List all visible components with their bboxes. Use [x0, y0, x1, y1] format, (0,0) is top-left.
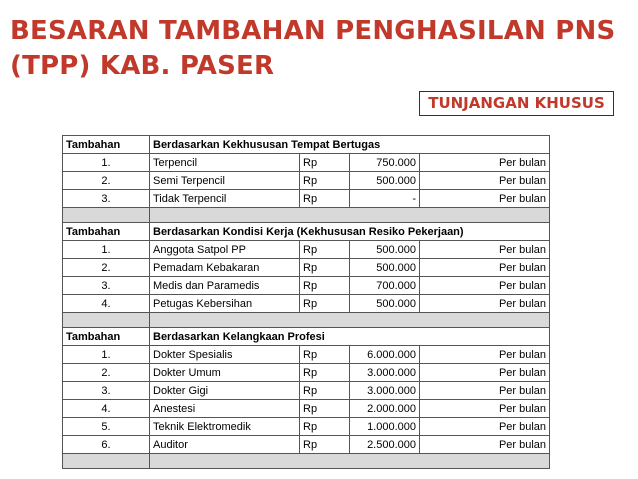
row-currency: Rp: [300, 190, 350, 208]
row-name: Anggota Satpol PP: [150, 241, 300, 259]
row-currency: Rp: [300, 172, 350, 190]
title-line-1: BESARAN TAMBAHAN PENGHASILAN PNS: [10, 16, 616, 46]
row-number: 5.: [63, 418, 150, 436]
row-amount: 500.000: [350, 295, 420, 313]
row-currency: Rp: [300, 295, 350, 313]
table-row: [63, 436, 550, 454]
row-amount: 700.000: [350, 277, 420, 295]
row-amount: 6.000.000: [350, 346, 420, 364]
row-currency: Rp: [300, 241, 350, 259]
row-name: Terpencil: [150, 154, 300, 172]
section-label: Tambahan: [63, 328, 150, 346]
table-row: [63, 364, 550, 382]
row-unit: Per bulan: [420, 172, 550, 190]
table-row: [63, 295, 550, 313]
row-currency: Rp: [300, 346, 350, 364]
table-row: [63, 259, 550, 277]
tunjangan-khusus-badge: TUNJANGAN KHUSUS: [419, 91, 614, 116]
separator-row: [63, 454, 550, 469]
row-unit: Per bulan: [420, 400, 550, 418]
row-number: 3.: [63, 382, 150, 400]
row-number: 3.: [63, 277, 150, 295]
table-row: [63, 346, 550, 364]
table-row: [63, 154, 550, 172]
row-number: 1.: [63, 241, 150, 259]
separator-cell: [150, 208, 550, 223]
separator-row: [63, 208, 550, 223]
row-number: 4.: [63, 400, 150, 418]
row-name: Auditor: [150, 436, 300, 454]
row-name: Teknik Elektromedik: [150, 418, 300, 436]
section-heading: Berdasarkan Kondisi Kerja (Kekhususan Resiko Pekerjaan): [150, 223, 550, 241]
row-name: Medis dan Paramedis: [150, 277, 300, 295]
separator-cell: [150, 454, 550, 469]
row-unit: Per bulan: [420, 190, 550, 208]
tpp-table: [62, 135, 550, 469]
separator-cell: [63, 454, 150, 469]
row-number: 2.: [63, 172, 150, 190]
row-amount: 3.000.000: [350, 382, 420, 400]
row-unit: Per bulan: [420, 259, 550, 277]
row-unit: Per bulan: [420, 295, 550, 313]
table-row: [63, 382, 550, 400]
row-name: Dokter Gigi: [150, 382, 300, 400]
section-label: Tambahan: [63, 223, 150, 241]
row-amount: 1.000.000: [350, 418, 420, 436]
row-unit: Per bulan: [420, 364, 550, 382]
row-number: 6.: [63, 436, 150, 454]
row-unit: Per bulan: [420, 418, 550, 436]
row-name: Semi Terpencil: [150, 172, 300, 190]
separator-row: [63, 313, 550, 328]
row-amount: -: [350, 190, 420, 208]
row-name: Anestesi: [150, 400, 300, 418]
row-name: Pemadam Kebakaran: [150, 259, 300, 277]
section-heading: Berdasarkan Kelangkaan Profesi: [150, 328, 550, 346]
row-name: Dokter Spesialis: [150, 346, 300, 364]
table-row: [63, 241, 550, 259]
row-unit: Per bulan: [420, 346, 550, 364]
row-currency: Rp: [300, 277, 350, 295]
table-row: [63, 277, 550, 295]
row-currency: Rp: [300, 259, 350, 277]
title-line-2: (TPP) KAB. PASER: [10, 51, 275, 81]
row-currency: Rp: [300, 364, 350, 382]
table-row: [63, 190, 550, 208]
row-currency: Rp: [300, 154, 350, 172]
page-title: [10, 14, 615, 84]
section-header-row: [63, 136, 550, 154]
row-amount: 2.500.000: [350, 436, 420, 454]
table-row: [63, 172, 550, 190]
row-amount: 500.000: [350, 172, 420, 190]
row-currency: Rp: [300, 418, 350, 436]
row-amount: 750.000: [350, 154, 420, 172]
row-unit: Per bulan: [420, 277, 550, 295]
row-name: Tidak Terpencil: [150, 190, 300, 208]
row-number: 2.: [63, 259, 150, 277]
section-label: Tambahan: [63, 136, 150, 154]
row-name: Dokter Umum: [150, 364, 300, 382]
row-amount: 500.000: [350, 241, 420, 259]
row-unit: Per bulan: [420, 154, 550, 172]
separator-cell: [63, 208, 150, 223]
tpp-table-body: [63, 136, 550, 469]
row-number: 1.: [63, 346, 150, 364]
section-heading: Berdasarkan Kekhususan Tempat Bertugas: [150, 136, 550, 154]
table-row: [63, 400, 550, 418]
row-amount: 500.000: [350, 259, 420, 277]
separator-cell: [150, 313, 550, 328]
row-name: Petugas Kebersihan: [150, 295, 300, 313]
row-number: 4.: [63, 295, 150, 313]
row-amount: 2.000.000: [350, 400, 420, 418]
section-header-row: [63, 223, 550, 241]
row-unit: Per bulan: [420, 241, 550, 259]
row-currency: Rp: [300, 436, 350, 454]
row-currency: Rp: [300, 382, 350, 400]
row-unit: Per bulan: [420, 382, 550, 400]
row-amount: 3.000.000: [350, 364, 420, 382]
row-number: 1.: [63, 154, 150, 172]
row-number: 2.: [63, 364, 150, 382]
separator-cell: [63, 313, 150, 328]
section-header-row: [63, 328, 550, 346]
row-number: 3.: [63, 190, 150, 208]
table-row: [63, 418, 550, 436]
row-currency: Rp: [300, 400, 350, 418]
row-unit: Per bulan: [420, 436, 550, 454]
